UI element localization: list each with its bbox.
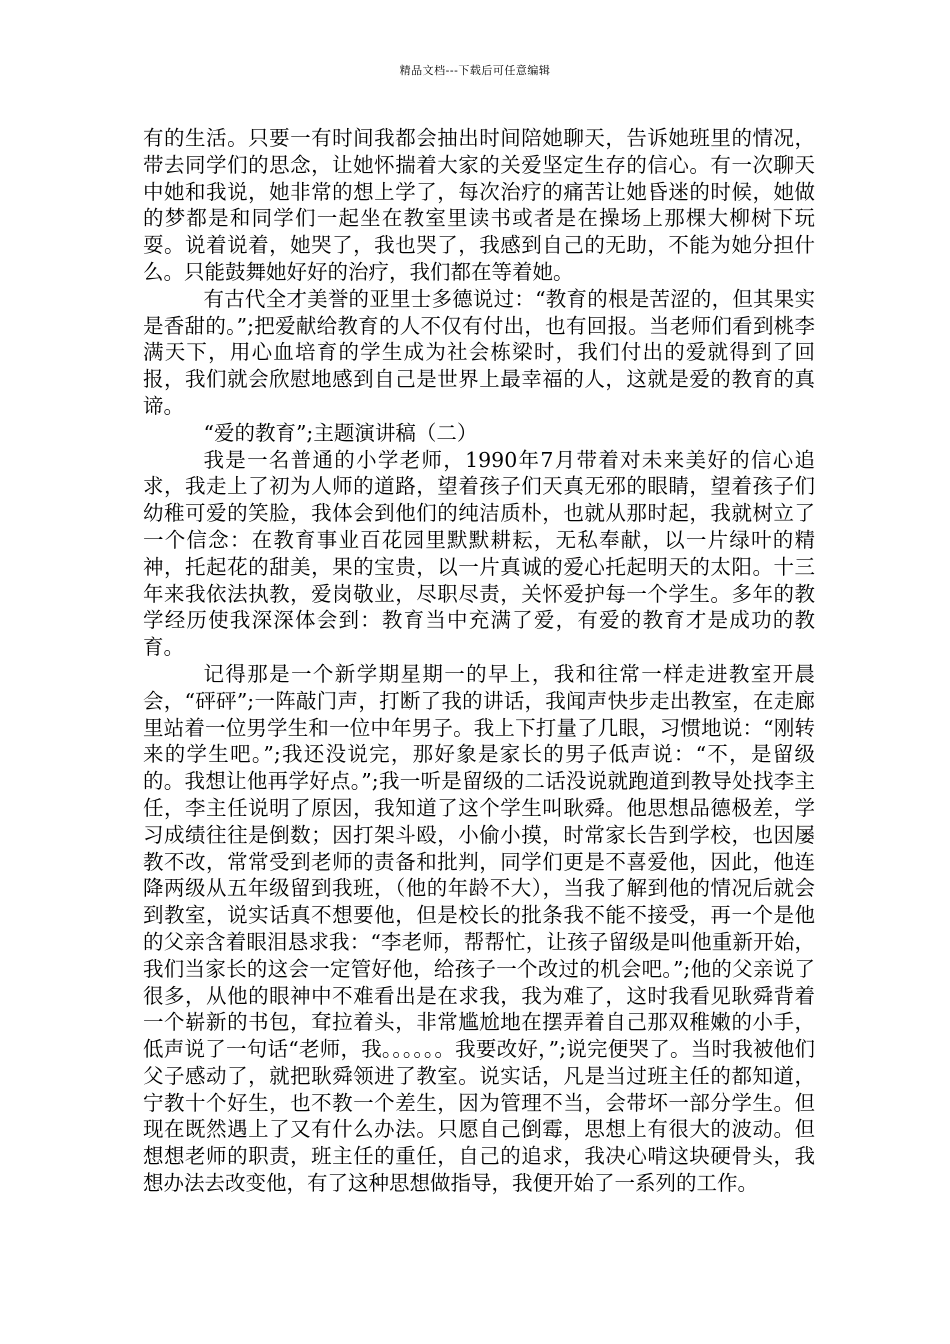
paragraph-3: 我是一名普通的小学老师，1990年7月带着对未来美好的信心追求，我走上了初为人师的道路，望着孩子们天真无邪的眼睛，望着孩子们幼稚可爱的笑脸，我体会到他们的纯洁质朴，也就从那时起，我就树立了一个信念：在教育事业百花园里默默耕耘，无私奉献，以一片绿叶的精神，托起花的甜美，果的宝贵，以一片真诚的爱心托起明天的太阳。十三年来我依法执教，爱岗敬业，尽职尽责，关怀爱护每一个学生。多年的教学经历使我深深体会到：教育当中充满了爱，有爱的教育才是成功的教育。 bbox=[143, 447, 815, 660]
section-title: “爱的教育”;主题演讲稿（二） bbox=[203, 420, 478, 445]
page-header: 精品文档---下载后可任意编辑 bbox=[399, 64, 551, 77]
paragraph-1: 有的生活。只要一有时间我都会抽出时间陪她聊天，告诉她班里的情况，带去同学们的思念，让她怀揣着大家的关爱坚定生存的信心。有一次聊天中她和我说，她非常的想上学了，每次治疗的痛苦让她昏迷的时候，她做的梦都是和同学们一起坐在教室里读书或者是在操场上那棵大柳树下玩耍。说着说着，她哭了，我也哭了，我感到自己的无助，不能为她分担什么。只能鼓舞她好好的治疗，我们都在等着她。 bbox=[143, 126, 815, 284]
paragraph-2: 有古代全才美誉的亚里士多德说过：“教育的根是苦涩的，但其果实是香甜的。”;把爱献给教育的人不仅有付出，也有回报。当老师们看到桃李满天下，用心血培育的学生成为社会栋梁时，我们付出的爱就得到了回报，我们就会欣慰地感到自己是世界上最幸福的人，这就是爱的教育的真谛。 bbox=[143, 286, 815, 418]
document-body bbox=[143, 125, 815, 1197]
paragraph-4: 记得那是一个新学期星期一的早上，我和往常一样走进教室开晨会，“砰砰”;一阵敲门声，打断了我的讲话，我闻声快步走出教室，在走廊里站着一位男学生和一位中年男子。我上下打量了几眼，习惯地说：“刚转来的学生吧。”;我还没说完，那好象是家长的男子低声说：“不，是留级的。我想让他再学好点。”;我一听是留级的二话没说就跑道到教导处找李主任，李主任说明了原因，我知道了这个学生叫耿舜。他思想品德极差，学习成绩往往是倒数；因打架斗殴，小偷小摸，时常家长告到学校，也因屡教不改，常常受到老师的责备和批判，同学们更是不喜爱他，因此，他连降两级从五年级留到我班，（他的年龄不大），当我了解到他的情况后就会到教室，说实话真不想要他，但是校长的批条我不能不接受，再一个是他的父亲含着眼泪恳求我：“李老师，帮帮忙，让孩子留级是叫他重新开始，我们当家长的这会一定管好他，给孩子一个改过的机会吧。”;他的父亲说了很多，从他的眼神中不难看出是在求我，我为难了，这时我看见耿舜背着一个崭新的书包，耷拉着头，非常尴尬地在摆弄着自己那双稚嫩的小手，低声说了一句话“老师，我。。。。。。我要改好，”;说完便哭了。当时我被他们父子感动了，就把耿舜领进了教室。说实话，凡是当过班主任的都知道，宁教十个好生，也不教一个差生，因为管理不当，会带坏一部分学生。但现在既然遇上了又有什么办法。只愿自己倒霉，思想上有很大的波动。但想想老师的职责，班主任的重任，自己的追求，我决心啃这块硬骨头，我想办法去改变他，有了这种思想做指导，我便开始了一系列的工作。 bbox=[143, 661, 815, 1196]
